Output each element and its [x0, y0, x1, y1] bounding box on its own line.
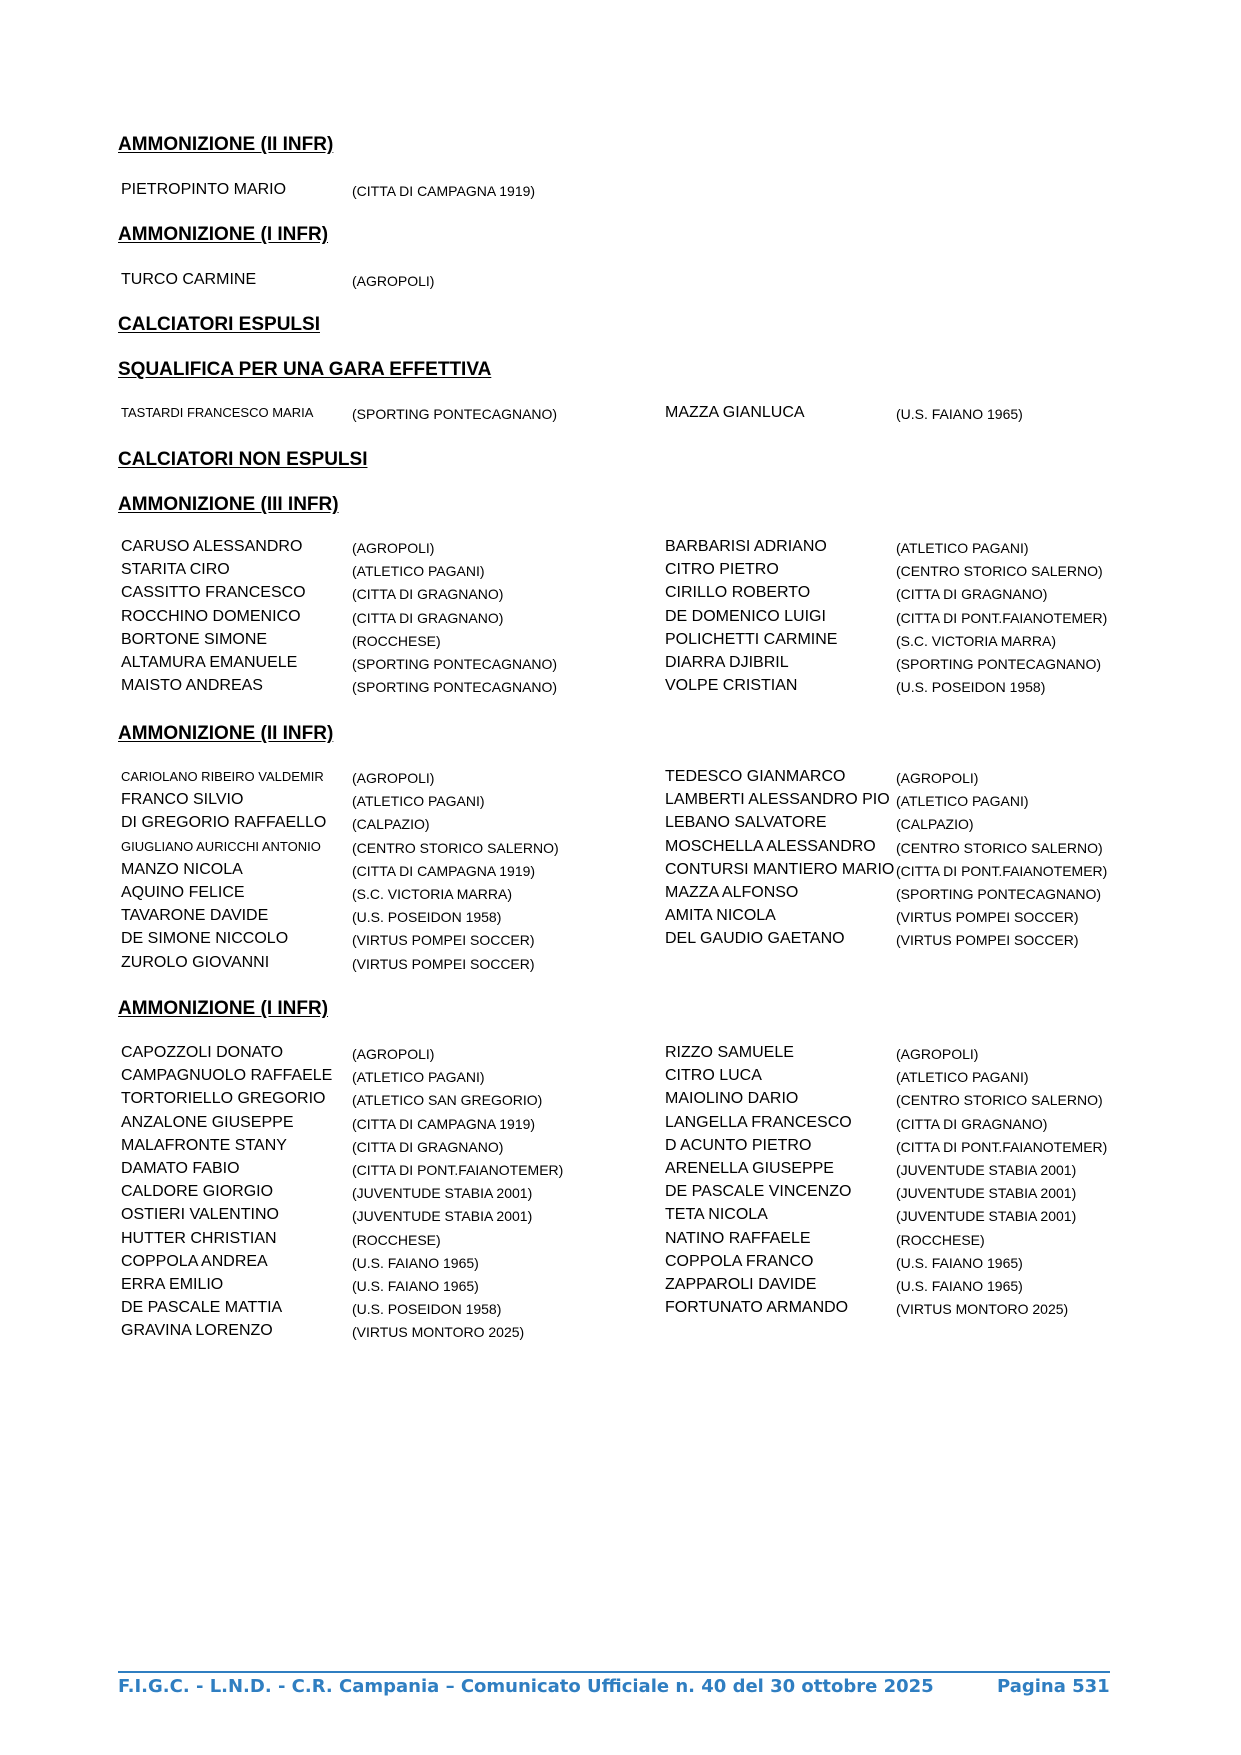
- player-name: VOLPE CRISTIAN: [665, 677, 798, 695]
- player-name: TURCO CARMINE: [121, 271, 257, 288]
- player-name: LANGELLA FRANCESCO: [665, 1113, 852, 1131]
- player-name: TEDESCO GIANMARCO: [665, 768, 846, 785]
- player-name: DEL GAUDIO GAETANO: [665, 930, 845, 948]
- player-name: ALTAMURA EMANUELE: [121, 654, 298, 671]
- club-name: (AGROPOLI): [352, 770, 435, 786]
- club-name: (VIRTUS POMPEI SOCCER): [896, 932, 1079, 949]
- player-row: [121, 1065, 641, 1087]
- player-name: DAMATO FABIO: [121, 1160, 240, 1177]
- player-name: TETA NICOLA: [665, 1206, 768, 1224]
- player-row: [121, 606, 641, 628]
- club-name: (ATLETICO PAGANI): [896, 1069, 1029, 1086]
- club-name: (S.C. VICTORIA MARRA): [896, 632, 1056, 649]
- section-heading: CALCIATORI ESPULSI: [118, 314, 320, 335]
- player-row: [121, 859, 641, 881]
- player-name: GRAVINA LORENZO: [121, 1322, 273, 1340]
- player-name: ANZALONE GIUSEPPE: [121, 1113, 294, 1131]
- section-heading: AMMONIZIONE (II INFR): [118, 134, 334, 155]
- player-name: RIZZO SAMUELE: [665, 1044, 794, 1061]
- club-name: (ATLETICO SAN GREGORIO): [352, 1092, 543, 1109]
- club-name: (JUVENTUDE STABIA 2001): [352, 1185, 533, 1202]
- player-name: MOSCHELLA ALESSANDRO: [665, 837, 876, 855]
- player-row: [121, 1274, 641, 1296]
- player-row: [121, 882, 641, 904]
- player-row: [121, 652, 641, 674]
- player-name: MANZO NICOLA: [121, 860, 243, 878]
- player-row: [121, 629, 641, 651]
- club-name: (CITTA DI GRAGNANO): [352, 609, 504, 626]
- player-row: [665, 582, 1165, 604]
- section-heading: AMMONIZIONE (I INFR): [118, 224, 329, 245]
- player-name: ARENELLA GIUSEPPE: [665, 1160, 834, 1177]
- club-name: (ROCCHESE): [896, 1231, 985, 1248]
- club-name: (SPORTING PONTECAGNANO): [896, 886, 1102, 902]
- player-name: POLICHETTI CARMINE: [665, 630, 838, 648]
- club-name: (CENTRO STORICO SALERNO): [896, 839, 1103, 856]
- player-name: DE PASCALE MATTIA: [121, 1299, 283, 1317]
- player-row: [665, 1251, 1165, 1273]
- club-name: (CITTA DI PONT.FAIANOTEMER): [896, 862, 1108, 879]
- player-row: [665, 859, 1165, 881]
- club-name: (VIRTUS MONTORO 2025): [896, 1301, 1069, 1318]
- player-name: CASSITTO FRANCESCO: [121, 584, 306, 602]
- club-name: (AGROPOLI): [896, 1046, 979, 1062]
- club-name: (U.S. POSEIDON 1958): [896, 679, 1046, 696]
- player-name: MALAFRONTE STANY: [121, 1136, 287, 1154]
- player-row: [121, 1135, 641, 1157]
- player-row: [121, 1228, 641, 1250]
- player-row: [121, 905, 641, 927]
- player-row: [121, 402, 641, 424]
- player-row: [665, 1181, 1165, 1203]
- player-name: DE PASCALE VINCENZO: [665, 1183, 852, 1201]
- player-name: DE SIMONE NICCOLO: [121, 930, 289, 948]
- section-heading: AMMONIZIONE (III INFR): [118, 494, 339, 515]
- player-row: [665, 675, 1165, 697]
- player-row: [665, 536, 1165, 558]
- player-row: [665, 836, 1165, 858]
- player-row: [665, 789, 1165, 811]
- club-name: (U.S. POSEIDON 1958): [352, 1301, 502, 1318]
- club-name: (ATLETICO PAGANI): [896, 540, 1029, 556]
- club-name: (CITTA DI PONT.FAIANOTEMER): [896, 1138, 1108, 1155]
- player-row: [665, 1158, 1165, 1180]
- player-name: COPPOLA FRANCO: [665, 1252, 814, 1270]
- club-name: (U.S. FAIANO 1965): [352, 1254, 479, 1271]
- player-row: [665, 766, 1165, 788]
- player-name: MAZZA GIANLUCA: [665, 404, 805, 421]
- player-name: CIRILLO ROBERTO: [665, 584, 811, 602]
- player-row: [665, 812, 1165, 834]
- player-row: [665, 606, 1165, 628]
- club-name: (S.C. VICTORIA MARRA): [352, 886, 512, 902]
- player-name: ZAPPAROLI DAVIDE: [665, 1276, 817, 1293]
- player-row: [665, 559, 1165, 581]
- player-name: DIARRA DJIBRIL: [665, 654, 789, 671]
- club-name: (SPORTING PONTECAGNANO): [352, 406, 558, 422]
- player-row: [665, 1088, 1165, 1110]
- club-name: (CITTA DI CAMPAGNA 1919): [352, 1115, 536, 1132]
- player-row: [121, 812, 641, 834]
- player-row: [121, 836, 641, 858]
- player-row: [665, 629, 1165, 651]
- player-row: [665, 1274, 1165, 1296]
- club-name: (AGROPOLI): [352, 540, 435, 556]
- club-name: (JUVENTUDE STABIA 2001): [896, 1208, 1077, 1225]
- player-name: DE DOMENICO LUIGI: [665, 607, 826, 625]
- club-name: (SPORTING PONTECAGNANO): [352, 679, 558, 696]
- player-row: [121, 789, 641, 811]
- player-name: CALDORE GIORGIO: [121, 1183, 274, 1201]
- club-name: (AGROPOLI): [352, 1046, 435, 1062]
- player-name: NATINO RAFFAELE: [665, 1229, 811, 1247]
- player-row: [665, 1135, 1165, 1157]
- player-row: [121, 1251, 641, 1273]
- player-row: [665, 1228, 1165, 1250]
- player-name: CARUSO ALESSANDRO: [121, 538, 303, 555]
- club-name: (ATLETICO PAGANI): [352, 793, 485, 810]
- player-name: CAPOZZOLI DONATO: [121, 1044, 284, 1061]
- club-name: (ATLETICO PAGANI): [896, 793, 1029, 810]
- player-name: MAIOLINO DARIO: [665, 1090, 799, 1108]
- section-heading: SQUALIFICA PER UNA GARA EFFETTIVA: [118, 359, 492, 380]
- club-name: (CALPAZIO): [352, 816, 430, 833]
- player-name: D ACUNTO PIETRO: [665, 1136, 812, 1154]
- club-name: (ROCCHESE): [352, 632, 441, 649]
- club-name: (SPORTING PONTECAGNANO): [352, 656, 558, 672]
- player-row: [665, 1297, 1165, 1319]
- player-row: [121, 766, 641, 788]
- player-row: [121, 179, 641, 201]
- club-name: (U.S. FAIANO 1965): [896, 406, 1023, 422]
- club-name: (U.S. FAIANO 1965): [896, 1278, 1023, 1294]
- club-name: (JUVENTUDE STABIA 2001): [896, 1162, 1077, 1178]
- player-row: [665, 1112, 1165, 1134]
- player-name: COPPOLA ANDREA: [121, 1252, 268, 1270]
- player-row: [665, 905, 1165, 927]
- player-name: BARBARISI ADRIANO: [665, 538, 827, 555]
- player-row: [121, 1158, 641, 1180]
- section-heading: AMMONIZIONE (I INFR): [118, 998, 329, 1019]
- club-name: (U.S. FAIANO 1965): [352, 1278, 479, 1294]
- player-row: [121, 582, 641, 604]
- footer-title: F.I.G.C. - L.N.D. - C.R. Campania – Comunicato Ufficiale n. 40 del 30 ottobre 2025: [118, 1676, 934, 1697]
- club-name: (VIRTUS POMPEI SOCCER): [896, 909, 1079, 926]
- club-name: (ATLETICO PAGANI): [352, 563, 485, 580]
- player-row: [121, 1297, 641, 1319]
- club-name: (ATLETICO PAGANI): [352, 1069, 485, 1086]
- player-row: [121, 1042, 641, 1064]
- club-name: (VIRTUS POMPEI SOCCER): [352, 955, 535, 972]
- player-name: AMITA NICOLA: [665, 907, 776, 925]
- player-name: PIETROPINTO MARIO: [121, 181, 287, 198]
- club-name: (JUVENTUDE STABIA 2001): [352, 1208, 533, 1225]
- player-name: CONTURSI MANTIERO MARIO: [665, 860, 895, 878]
- club-name: (CALPAZIO): [896, 816, 974, 833]
- footer-divider: [118, 1671, 1110, 1673]
- player-name: STARITA CIRO: [121, 561, 230, 579]
- player-name: CAMPAGNUOLO RAFFAELE: [121, 1067, 333, 1085]
- club-name: (CITTA DI GRAGNANO): [896, 1115, 1048, 1132]
- club-name: (CITTA DI GRAGNANO): [352, 586, 504, 603]
- player-name: MAZZA ALFONSO: [665, 884, 799, 901]
- player-row: [121, 1088, 641, 1110]
- player-row: [121, 928, 641, 950]
- player-name: ZUROLO GIOVANNI: [121, 953, 270, 971]
- player-name: LEBANO SALVATORE: [665, 814, 827, 832]
- club-name: (U.S. POSEIDON 1958): [352, 909, 502, 926]
- club-name: (CITTA DI PONT.FAIANOTEMER): [352, 1162, 564, 1178]
- player-row: [665, 882, 1165, 904]
- section-heading: AMMONIZIONE (II INFR): [118, 723, 334, 744]
- club-name: (VIRTUS POMPEI SOCCER): [352, 932, 535, 949]
- club-name: (SPORTING PONTECAGNANO): [896, 656, 1102, 672]
- player-row: [121, 1204, 641, 1226]
- player-name: DI GREGORIO RAFFAELLO: [121, 814, 327, 832]
- player-name: TAVARONE DAVIDE: [121, 907, 269, 925]
- player-row: [121, 1181, 641, 1203]
- player-row: [121, 675, 641, 697]
- player-name: FRANCO SILVIO: [121, 791, 244, 809]
- player-row: [121, 559, 641, 581]
- club-name: (CITTA DI CAMPAGNA 1919): [352, 183, 536, 199]
- player-name: MAISTO ANDREAS: [121, 677, 263, 695]
- club-name: (CITTA DI GRAGNANO): [352, 1138, 504, 1155]
- club-name: (CENTRO STORICO SALERNO): [896, 563, 1103, 580]
- player-row: [665, 1204, 1165, 1226]
- player-name: ERRA EMILIO: [121, 1276, 224, 1293]
- page-number: Pagina 531: [997, 1676, 1110, 1697]
- club-name: (AGROPOLI): [352, 273, 435, 289]
- player-name: BORTONE SIMONE: [121, 630, 268, 648]
- player-row: [121, 952, 641, 974]
- player-name: AQUINO FELICE: [121, 884, 245, 901]
- player-name: TORTORIELLO GREGORIO: [121, 1090, 326, 1108]
- player-name: LAMBERTI ALESSANDRO PIO: [665, 791, 890, 809]
- club-name: (U.S. FAIANO 1965): [896, 1254, 1023, 1271]
- club-name: (CITTA DI PONT.FAIANOTEMER): [896, 609, 1108, 626]
- player-name: FORTUNATO ARMANDO: [665, 1299, 849, 1317]
- club-name: (CENTRO STORICO SALERNO): [352, 839, 559, 856]
- player-name: GIUGLIANO AURICCHI ANTONIO: [121, 838, 321, 854]
- player-row: [665, 1042, 1165, 1064]
- player-name: ROCCHINO DOMENICO: [121, 607, 301, 625]
- player-name: CITRO PIETRO: [665, 561, 779, 579]
- club-name: (ROCCHESE): [352, 1231, 441, 1248]
- player-row: [121, 269, 641, 291]
- club-name: (CITTA DI GRAGNANO): [896, 586, 1048, 603]
- player-row: [121, 536, 641, 558]
- player-name: CITRO LUCA: [665, 1067, 762, 1085]
- player-name: TASTARDI FRANCESCO MARIA: [121, 405, 314, 420]
- player-name: OSTIERI VALENTINO: [121, 1206, 279, 1224]
- player-name: CARIOLANO RIBEIRO VALDEMIR: [121, 769, 324, 784]
- club-name: (VIRTUS MONTORO 2025): [352, 1324, 525, 1341]
- club-name: (JUVENTUDE STABIA 2001): [896, 1185, 1077, 1202]
- player-name: HUTTER CHRISTIAN: [121, 1229, 277, 1247]
- club-name: (AGROPOLI): [896, 770, 979, 786]
- section-heading: CALCIATORI NON ESPULSI: [118, 449, 368, 470]
- player-row: [665, 402, 1165, 424]
- player-row: [665, 1065, 1165, 1087]
- club-name: (CENTRO STORICO SALERNO): [896, 1092, 1103, 1109]
- player-row: [121, 1320, 641, 1342]
- club-name: (CITTA DI CAMPAGNA 1919): [352, 862, 536, 879]
- player-row: [665, 928, 1165, 950]
- player-row: [665, 652, 1165, 674]
- player-row: [121, 1112, 641, 1134]
